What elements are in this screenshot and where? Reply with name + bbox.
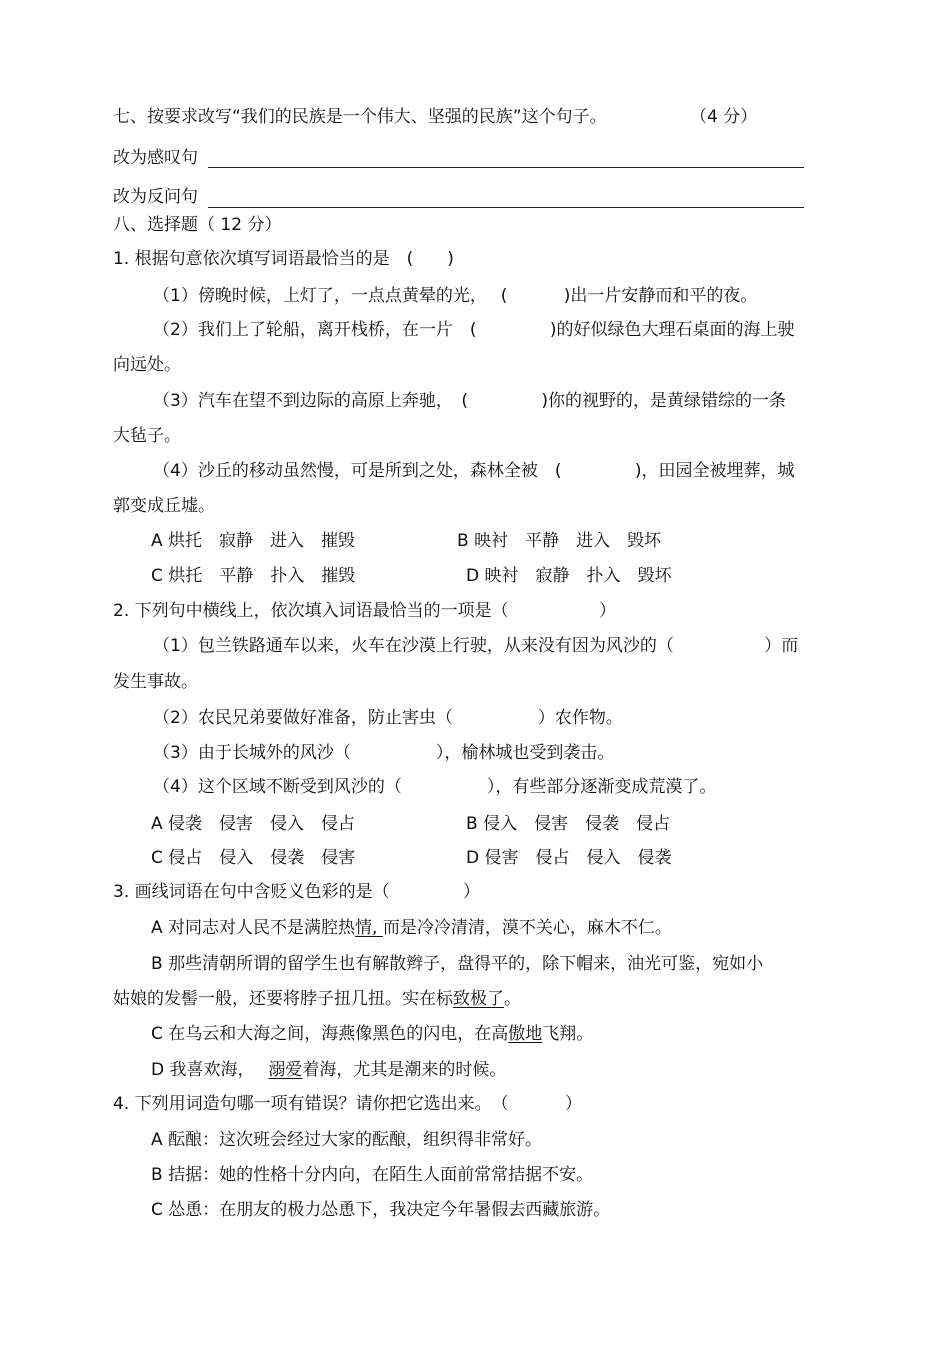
q3-option-d-text-end: 着海，尤其是潮来的时候。: [302, 1060, 507, 1080]
q1-sentence-3: （3）汽车在望不到边际的高原上奔驰， ( )你的视野的，是黄绿错综的一条: [153, 391, 786, 411]
q1-sentence-4-cont: 郭变成丘墟。: [113, 496, 215, 516]
q3-option-b-underlined-word: 致极了: [453, 989, 504, 1009]
q4-option-b[interactable]: B 拮据：她的性格十分内向，在陌生人面前常常拮据不安。: [151, 1165, 594, 1185]
q1-option-d[interactable]: D 映衬 寂静 扑入 毁坏: [466, 566, 672, 586]
q1-option-a[interactable]: A 烘托 寂静 进入 摧毁: [151, 531, 356, 551]
q3-option-c[interactable]: [151, 1022, 593, 1046]
q2-sentence-4: （4）这个区域不断受到风沙的（ ），有些部分逐渐变成荒漠了。: [153, 777, 717, 797]
q2-sentence-3: （3）由于长城外的风沙（ ），榆林城也受到袭击。: [153, 743, 615, 763]
q2-option-b[interactable]: B 侵入 侵害 侵袭 侵占: [466, 814, 671, 834]
q2-option-c[interactable]: C 侵占 侵入 侵袭 侵害: [151, 848, 356, 868]
q1-sentence-4: （4）沙丘的移动虽然慢，可是所到之处，森林全被 ( )，田园全被埋葬，城: [153, 461, 795, 481]
q1-sentence-2-cont: 向远处。: [113, 355, 181, 375]
q1-sentence-2: （2）我们上了轮船，离开栈桥，在一片 ( )的好似绿色大理石桌面的海上驶: [153, 320, 795, 340]
q3-option-b-text: 姑娘的发髻一般，还要将脖子扭几扭。实在标: [113, 989, 453, 1009]
q1-sentence-1: （1）傍晚时候，上灯了，一点点黄晕的光， ( )出一片安静而和平的夜。: [153, 286, 758, 306]
q3-option-a-text-end: 而是冷冷清清，漠不关心，麻木不仁。: [382, 918, 672, 938]
rhetorical-answer-line[interactable]: [208, 207, 804, 208]
q1-sentence-3-cont: 大毡子。: [113, 426, 181, 446]
q3-option-d-text: D 我喜欢海，: [151, 1060, 269, 1080]
q2-sentence-1: （1）包兰铁路通车以来，火车在沙漠上行驶，从来没有因为风沙的（ ）而: [153, 636, 799, 656]
q3-option-a-text: A 对同志对人民不是满腔热: [151, 918, 356, 938]
q3-stem: 3. 画线词语在句中含贬义色彩的是（ ）: [113, 882, 481, 902]
q3-option-c-text-end: 飞翔。: [542, 1024, 594, 1044]
q2-option-d[interactable]: D 侵害 侵占 侵入 侵袭: [466, 848, 672, 868]
q3-option-b-text-end: 。: [504, 989, 521, 1009]
q1-option-c[interactable]: C 烘托 平静 扑入 摧毁: [151, 566, 356, 586]
q3-option-b-cont: [113, 987, 521, 1011]
q2-sentence-2: （2）农民兄弟要做好准备，防止害虫（ ）农作物。: [153, 708, 623, 728]
q1-option-b[interactable]: B 映衬 平静 进入 毁坏: [457, 531, 662, 551]
exclamation-answer-line[interactable]: [208, 167, 804, 168]
q2-stem: 2. 下列句中横线上，依次填入词语最恰当的一项是（ ）: [113, 601, 617, 621]
q3-option-d-underlined-word: 溺爱: [268, 1060, 303, 1080]
section7-title: 七、按要求改写“我们的民族是一个伟大、坚强的民族”这个句子。: [113, 107, 607, 127]
q4-stem: 4. 下列用词造句哪一项有错误？请你把它选出来。 （ ）: [113, 1094, 583, 1114]
q3-option-b[interactable]: B 那些清朝所谓的留学生也有解散辫子，盘得平的，除下帽来，油光可鉴，宛如小: [151, 954, 764, 974]
q4-option-c[interactable]: C 怂恿：在朋友的极力怂恿下，我决定今年暑假去西藏旅游。: [151, 1200, 611, 1220]
q2-option-a[interactable]: A 侵袭 侵害 侵入 侵占: [151, 814, 356, 834]
q3-option-c-text: C 在乌云和大海之间，海燕像黑色的闪电，在高: [151, 1024, 509, 1044]
exclamation-label: 改为感叹句: [113, 148, 198, 168]
rhetorical-label: 改为反问句: [113, 187, 198, 207]
section7-score: （4 分）: [690, 107, 758, 127]
q4-option-a[interactable]: A 酝酿：这次班会经过大家的酝酿，组织得非常好。: [151, 1130, 543, 1150]
q3-option-d[interactable]: [151, 1058, 506, 1082]
q1-stem: 1. 根据句意依次填写词语最恰当的是 ( ): [113, 249, 454, 269]
section8-title: 八、选择题（ 12 分）: [113, 215, 282, 235]
q2-sentence-1-cont: 发生事故。: [113, 672, 198, 692]
q3-option-c-underlined-word: 傲地: [508, 1024, 543, 1044]
q3-option-a-underlined-word: 情,: [355, 918, 383, 938]
q3-option-a[interactable]: [151, 916, 672, 940]
